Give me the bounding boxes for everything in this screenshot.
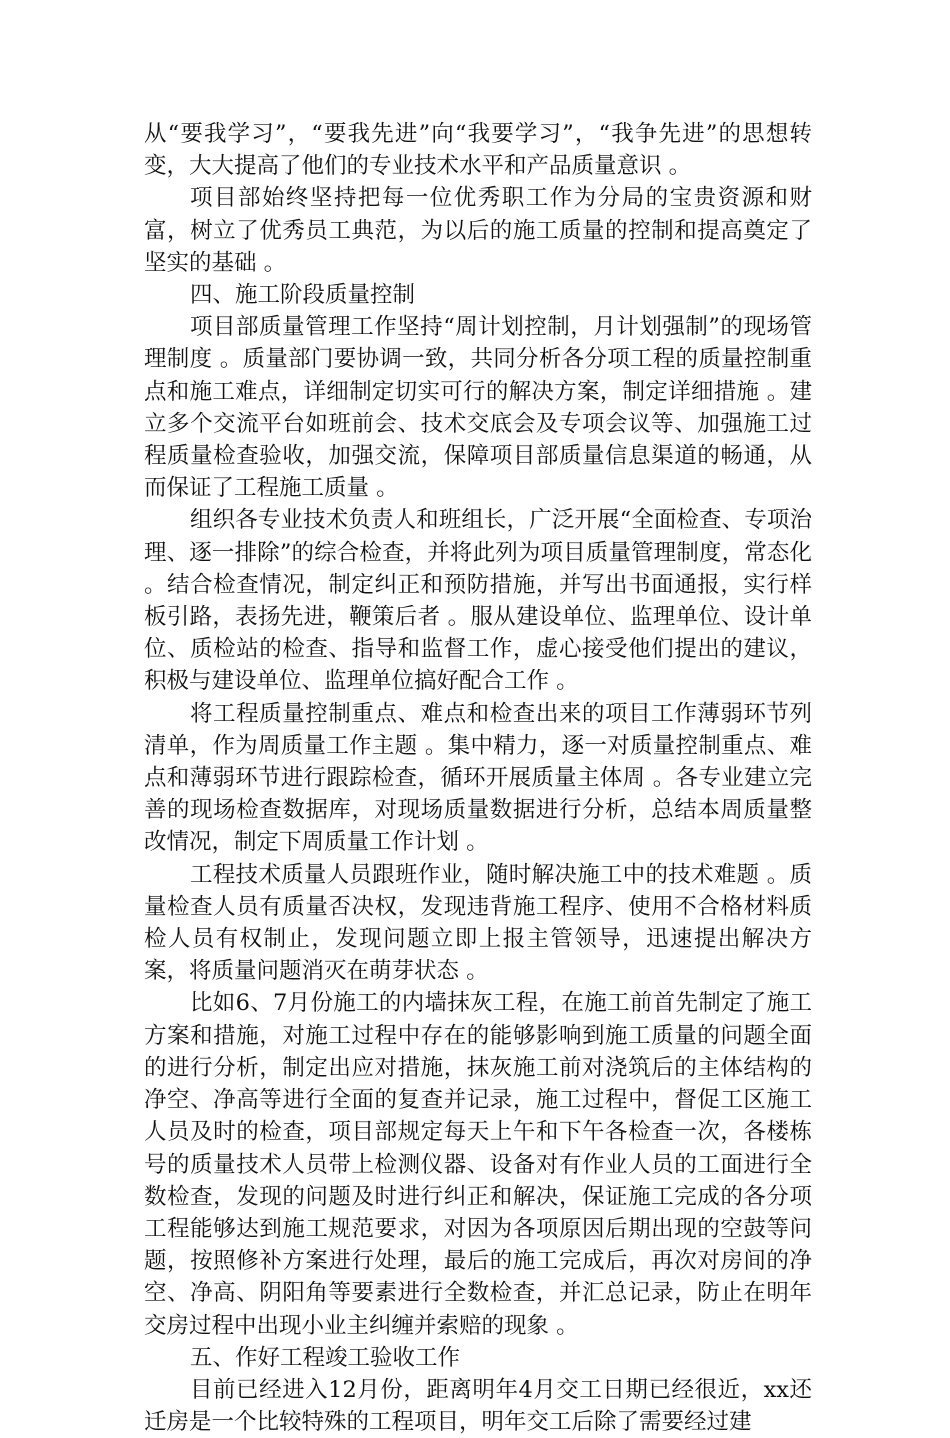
section-heading-4: 四、施工阶段质量控制 [190, 282, 416, 309]
paragraph-6: 工程技术质量人员跟班作业，随时解决施工中的技术难题 。质量检查人员有质量否决权，发现违背施工程序、使用不合格材料质检人员有权制止，发现问题立即上报主管领导，迅速提出解决方案，将质量问题消灭在萌芽状态 。 [144, 861, 812, 985]
paragraph-2: 项目部始终坚持把每一位优秀职工作为分局的宝贵资源和财富，树立了优秀员工典范，为以后的施工质量的控制和提高奠定了坚实的基础 。 [144, 185, 812, 276]
paragraph-4: 组织各专业技术负责人和班组长，广泛开展“全面检查、专项治理、逐一排除”的综合检查，并将此列为项目质量管理制度，常态化 。结合检查情况，制定纠正和预防措施，并写出书面通报，实行样板引路，表扬先进，鞭策后者 。服从建设单位、监理单位、设计单位、质检站的检查、指导和监督工作，虚心接受他们提出的建议，积极与建设单位、监理单位搞好配合工作 。 [144, 507, 812, 695]
paragraph-3: 项目部质量管理工作坚持“周计划控制，月计划强制”的现场管理制度 。质量部门要协调一致，共同分析各分项工程的质量控制重点和施工难点，详细制定切实可行的解决方案，制定详细措施 。建立多个交流平台如班前会、技术交底会及专项会议等、加强施工过程质量检查验收，加强交流，保障项目部质量信息渠道的畅通，从而保证了工程施工质量 。 [144, 314, 812, 502]
paragraph-7: 比如6、7月份施工的内墙抹灰工程，在施工前首先制定了施工方案和措施，对施工过程中存在的能够影响到施工质量的问题全面的进行分析，制定出应对措施，抹灰施工前对浇筑后的主体结构的净空、净高等进行全面的复查并记录，施工过程中，督促工区施工人员及时的检查，项目部规定每天上午和下午各检查一次，各楼栋号的质量技术人员带上检测仪器、设备对有作业人员的工面进行全数检查，发现的问题及时进行纠正和解决，保证施工完成的各分项工程能够达到施工规范要求，对因为各项原因后期出现的空鼓等问题，按照修补方案进行处理，最后的施工完成后，再次对房间的净空、净高、阴阳角等要素进行全数检查，并汇总记录，防止在明年交房过程中出现小业主纠缠并索赔的现象 。 [144, 990, 812, 1339]
document-body [144, 118, 812, 1438]
paragraph-5: 将工程质量控制重点、难点和检查出来的项目工作薄弱环节列清单，作为周质量工作主题 。集中精力，逐一对质量控制重点、难点和薄弱环节进行跟踪检查，循环开展质量主体周 。各专业建立完善的现场检查数据库，对现场质量数据进行分析，总结本周质量整改情况，制定下周质量工作计划 。 [144, 700, 812, 856]
paragraph-8: 目前已经进入12月份，距离明年4月交工日期已经很近，xx还迁房是一个比较特殊的工程项目，明年交工后除了需要经过建 [144, 1376, 812, 1436]
paragraph-1: 从“要我学习”，“要我先进”向“我要学习”，“我争先进”的思想转变，大大提高了他们的专业技术水平和产品质量意识 。 [144, 121, 812, 180]
section-heading-5: 五、作好工程竣工验收工作 [190, 1344, 461, 1371]
